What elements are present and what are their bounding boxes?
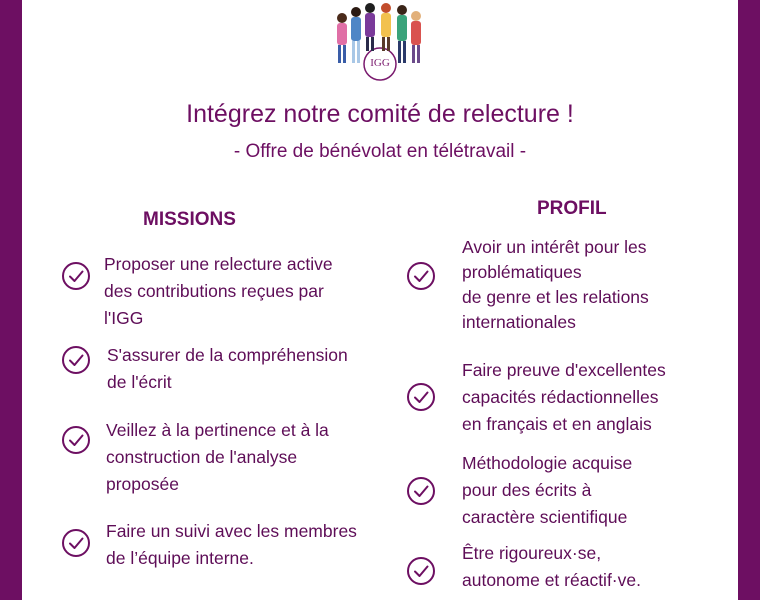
check-icon [406, 556, 436, 586]
mission-item: Proposer une relecture active des contributions reçues par l'IGG [104, 254, 333, 328]
profil-item: Faire preuve d'excellentes capacités rédactionnelles en français et en anglais [462, 360, 666, 434]
check-icon [61, 425, 91, 455]
profil-item: Avoir un intérêt pour les problématiques de genre et les relations internationales [462, 237, 649, 332]
check-icon [406, 476, 436, 506]
profil-heading: PROFIL [537, 198, 607, 219]
page-title: Intégrez notre comité de relecture ! [186, 100, 574, 128]
page-subtitle: - Offre de bénévolat en télétravail - [233, 141, 527, 162]
check-icon [406, 261, 436, 291]
logo-label: IGG [370, 57, 390, 69]
igg-logo [320, 0, 440, 86]
check-icon [406, 382, 436, 412]
mission-item: Veillez à la pertinence et à la construction de l'analyse proposée [106, 420, 329, 494]
people-group-illustration-icon [320, 0, 440, 86]
check-icon [61, 345, 91, 375]
missions-heading: MISSIONS [143, 209, 236, 230]
profil-item: Méthodologie acquise pour des écrits à caractère scientifique [462, 453, 633, 527]
mission-item: S'assurer de la compréhension de l'écrit [107, 345, 348, 392]
profil-item: Être rigoureux·se, autonome et réactif·ve. [462, 543, 641, 590]
mission-item: Faire un suivi avec les membres de l’équipe interne. [106, 521, 357, 568]
check-icon [61, 528, 91, 558]
check-icon [61, 261, 91, 291]
